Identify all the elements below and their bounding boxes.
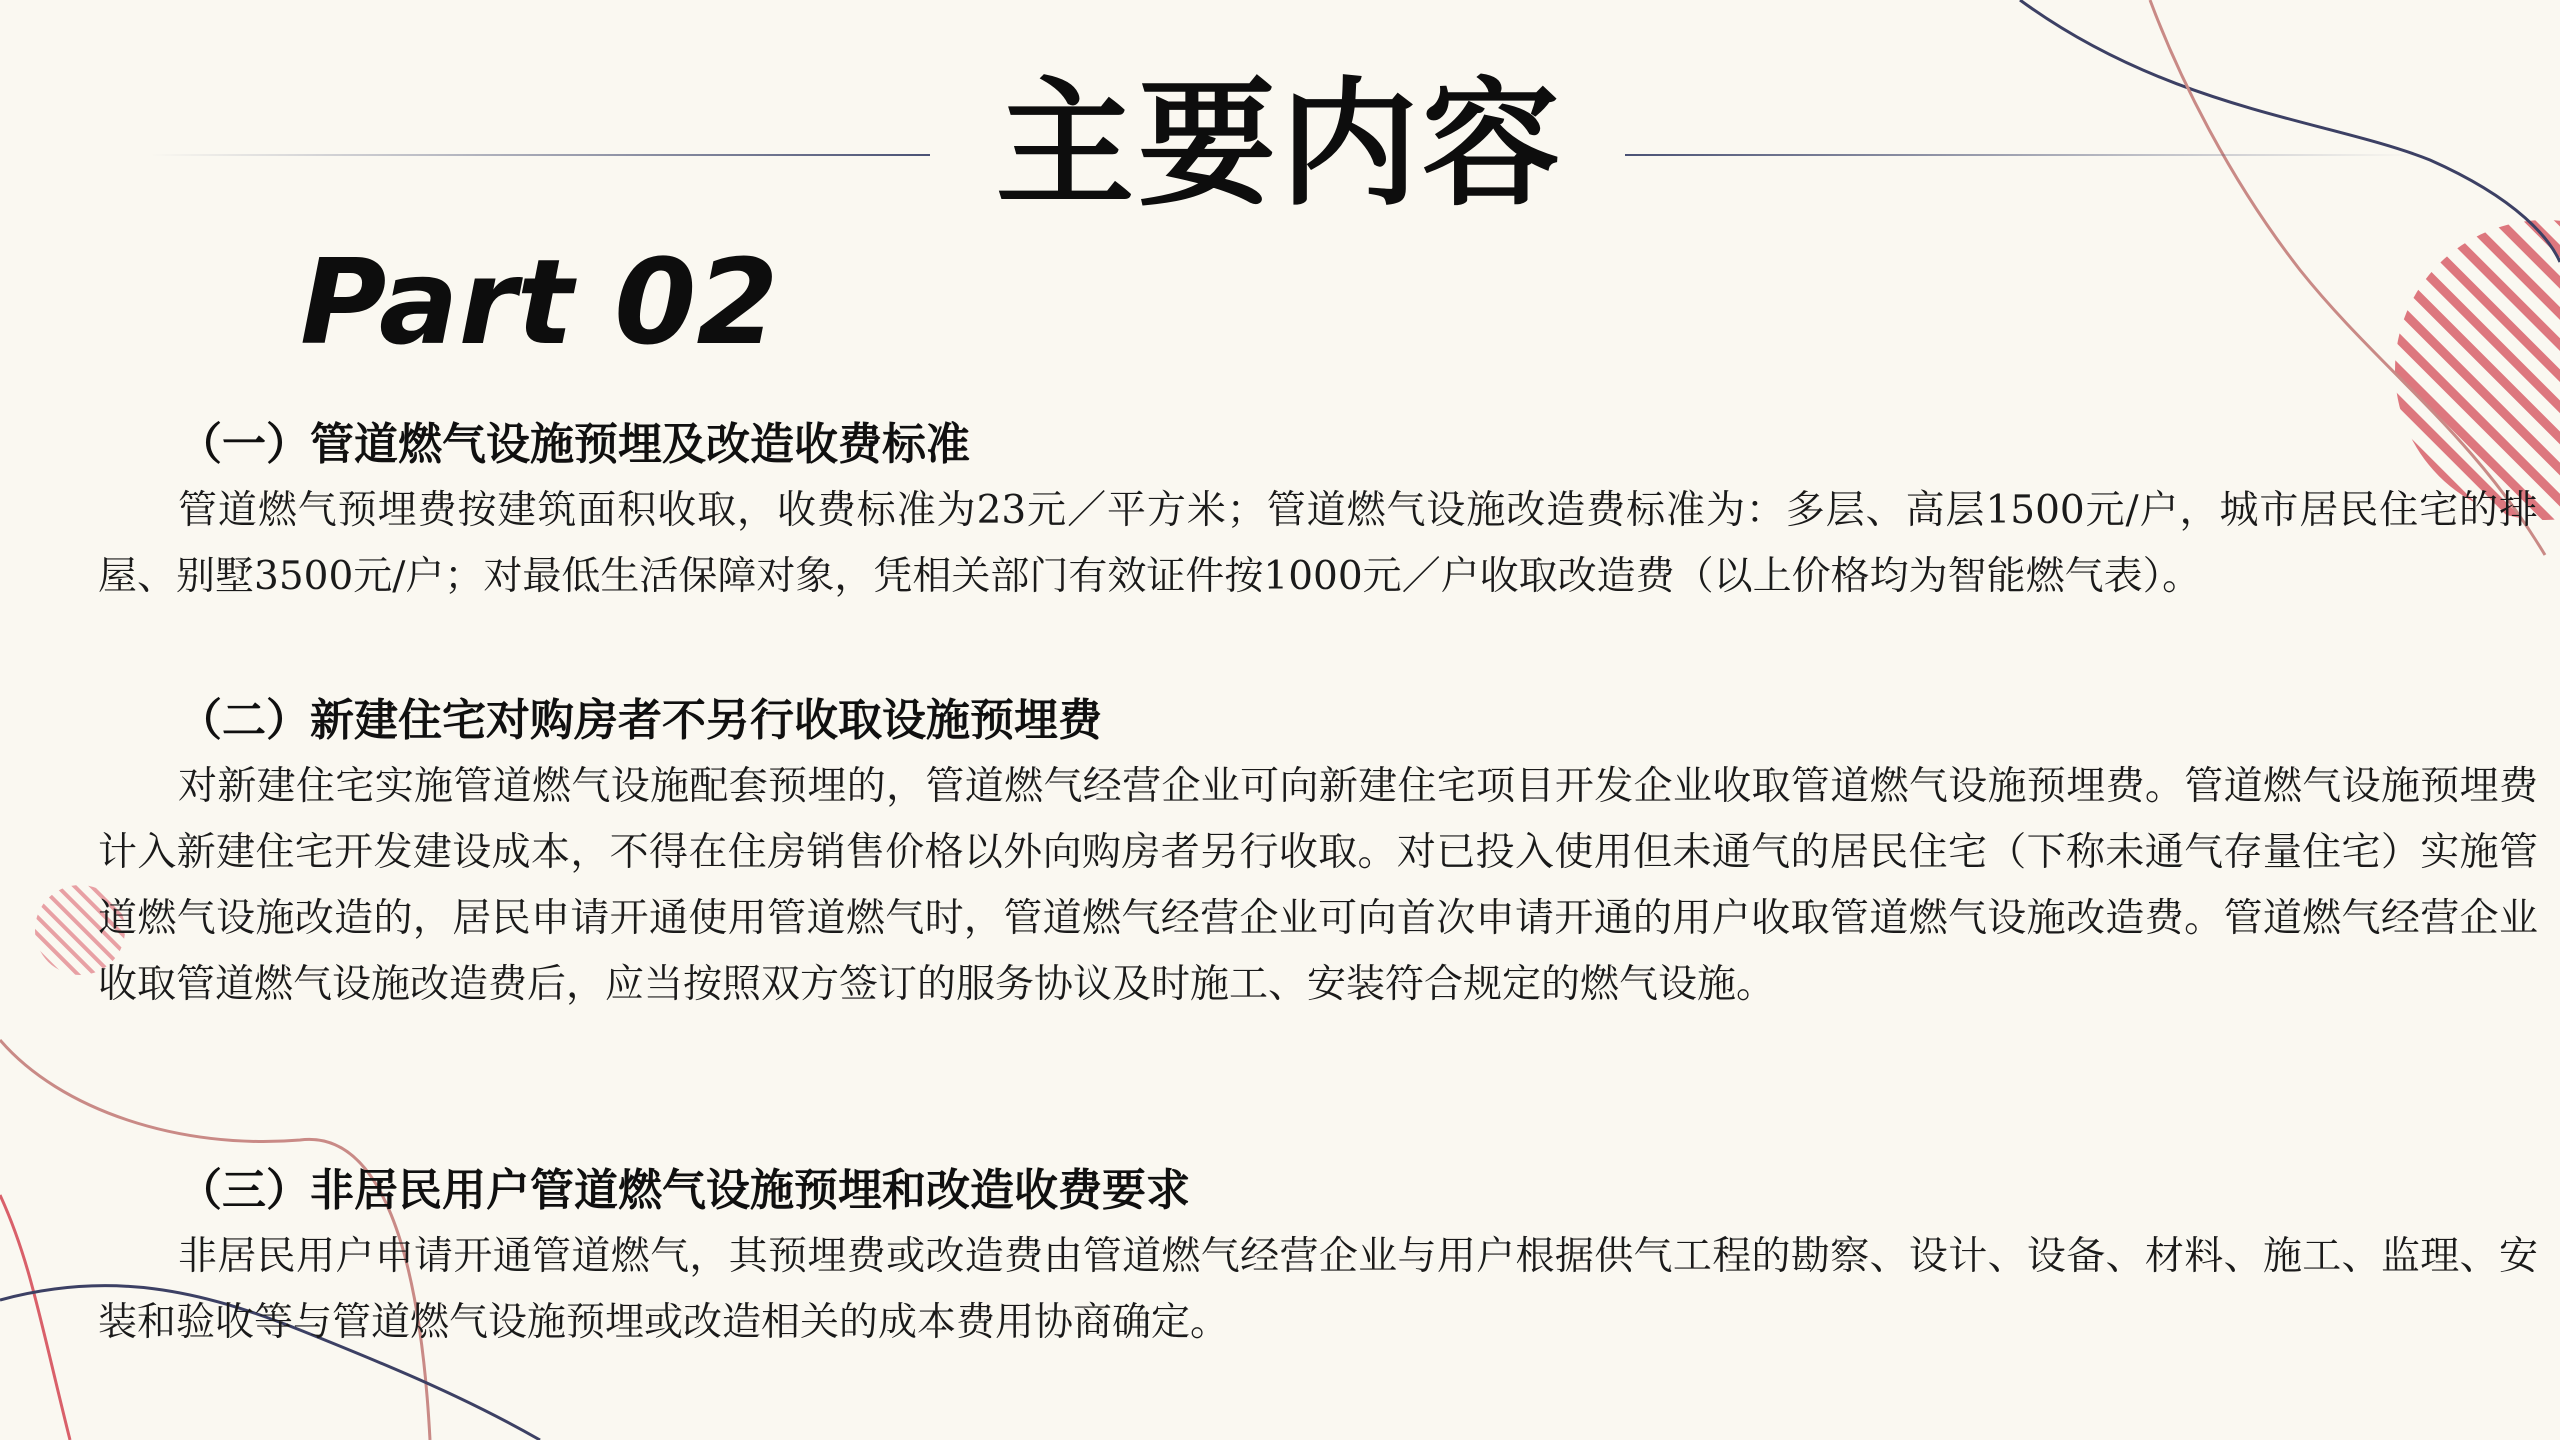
title-divider-left bbox=[150, 154, 930, 156]
section-heading: （二）新建住宅对购房者不另行收取设施预埋费 bbox=[178, 695, 1102, 746]
section-3 bbox=[98, 1158, 2538, 1356]
section-2 bbox=[98, 688, 2538, 1018]
section-heading: （一）管道燃气设施预埋及改造收费标准 bbox=[178, 419, 970, 470]
section-body: 管道燃气预埋费按建筑面积收取，收费标准为23元／平方米；管道燃气设施改造费标准为：多层、高层1500元/户，城市居民住宅的排屋、别墅3500元/户；对最低生活保障对象，凭相关部门有效证件按1000元／户收取改造费（以上价格均为智能燃气表）。 bbox=[98, 488, 2538, 599]
section-1 bbox=[98, 412, 2538, 610]
section-body: 非居民用户申请开通管道燃气，其预埋费或改造费由管道燃气经营企业与用户根据供气工程的勘察、设计、设备、材料、施工、监理、安装和验收等与管道燃气设施预埋或改造相关的成本费用协商确定。 bbox=[98, 1234, 2538, 1345]
section-heading: （三）非居民用户管道燃气设施预埋和改造收费要求 bbox=[178, 1165, 1190, 1216]
navy-curve-top-right bbox=[2020, 0, 2560, 262]
page-title: 主要内容 bbox=[995, 64, 1564, 225]
part-label: Part 02 bbox=[300, 233, 779, 371]
title-divider-right bbox=[1625, 154, 2415, 156]
red-curve-bottom-left bbox=[0, 1195, 70, 1440]
section-body: 对新建住宅实施管道燃气设施配套预埋的，管道燃气经营企业可向新建住宅项目开发企业收取管道燃气设施预埋费。管道燃气设施预埋费计入新建住宅开发建设成本，不得在住房销售价格以外向购房者另行收取。对已投入使用但未通气的居民住宅（下称未通气存量住宅）实施管道燃气设施改造的，居民申请开通使用管道燃气时，管道燃气经营企业可向首次申请开通的用户收取管道燃气设施改造费。管道燃气经营企业收取管道燃气设施改造费后，应当按照双方签订的服务协议及时施工、安装符合规定的燃气设施。 bbox=[98, 764, 2538, 1007]
